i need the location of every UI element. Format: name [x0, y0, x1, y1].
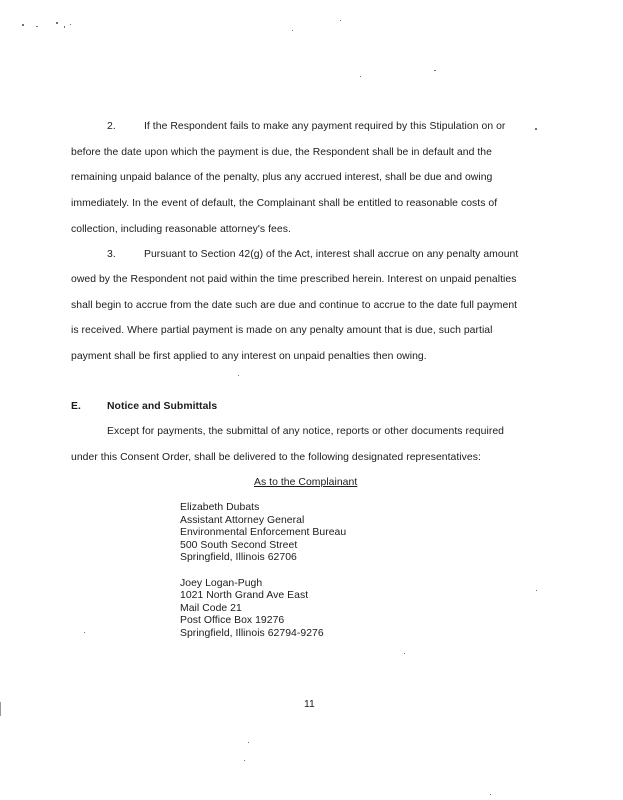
section-e-title: Notice and Submittals — [107, 401, 218, 412]
scan-speck — [56, 22, 58, 24]
address-1-line: Elizabeth Dubats — [180, 502, 260, 513]
scan-speck — [36, 26, 38, 27]
paragraph-3-line: shall begin to accrue from the date such are due and continue to accrue to the date full payment — [71, 300, 518, 311]
address-1-line: Springfield, Illinois 62706 — [180, 552, 297, 563]
paragraph-2-line: If the Respondent fails to make any payment required by this Stipulation on or — [144, 121, 506, 132]
scan-speck — [64, 26, 65, 28]
paragraph-3-line: payment shall be first applied to any interest on unpaid penalties then owing. — [71, 351, 427, 362]
page-number: 11 — [304, 699, 315, 710]
paragraph-3-line: owed by the Respondent not paid within the time prescribed herein. Interest on unpaid penalties — [71, 274, 517, 285]
paragraph-2-line: before the date upon which the payment is due, the Respondent shall be in default and the — [71, 147, 492, 158]
paragraph-2-line: remaining unpaid balance of the penalty, plus any accrued interest, shall be due and owing — [71, 172, 493, 183]
address-2-line: Springfield, Illinois 62794-9276 — [180, 628, 324, 639]
address-1-line: Environmental Enforcement Bureau — [180, 527, 347, 538]
scan-speck — [84, 632, 85, 633]
paragraph-3-number: 3. — [107, 249, 116, 260]
section-e-line: Except for payments, the submittal of any notice, reports or other documents required — [107, 426, 504, 437]
scan-speck — [535, 128, 537, 130]
scan-edge-mark — [0, 702, 1, 716]
address-2-line: Mail Code 21 — [180, 603, 242, 614]
paragraph-3-line: is received. Where partial payment is made on any penalty amount that is due, such partial — [71, 325, 493, 336]
scan-speck — [70, 24, 71, 25]
scan-speck — [360, 76, 361, 77]
scan-speck — [340, 20, 341, 21]
address-1-line: Assistant Attorney General — [180, 515, 305, 526]
address-2-line: Post Office Box 19276 — [180, 615, 285, 626]
section-e-line: under this Consent Order, shall be delivered to the following designated representatives: — [71, 452, 481, 463]
section-e-letter: E. — [71, 401, 81, 412]
scan-speck — [238, 375, 239, 376]
scan-speck — [404, 653, 405, 654]
scan-speck — [22, 24, 24, 26]
address-2-line: 1021 North Grand Ave East — [180, 590, 309, 601]
scan-speck — [536, 590, 537, 591]
paragraph-3-line: Pursuant to Section 42(g) of the Act, interest shall accrue on any penalty amount — [144, 249, 519, 260]
paragraph-2-number: 2. — [107, 121, 116, 132]
paragraph-2-line: immediately. In the event of default, the Complainant shall be entitled to reasonable costs of — [71, 198, 498, 209]
scan-speck — [490, 794, 491, 795]
scan-speck — [292, 30, 293, 31]
address-1-line: 500 South Second Street — [180, 540, 298, 551]
address-2-line: Joey Logan-Pugh — [180, 578, 263, 589]
complainant-heading: As to the Complainant — [254, 477, 358, 488]
scan-speck — [434, 70, 436, 71]
scan-speck — [248, 742, 249, 743]
scan-speck — [244, 760, 245, 761]
paragraph-2-line: collection, including reasonable attorney's fees. — [71, 224, 291, 235]
